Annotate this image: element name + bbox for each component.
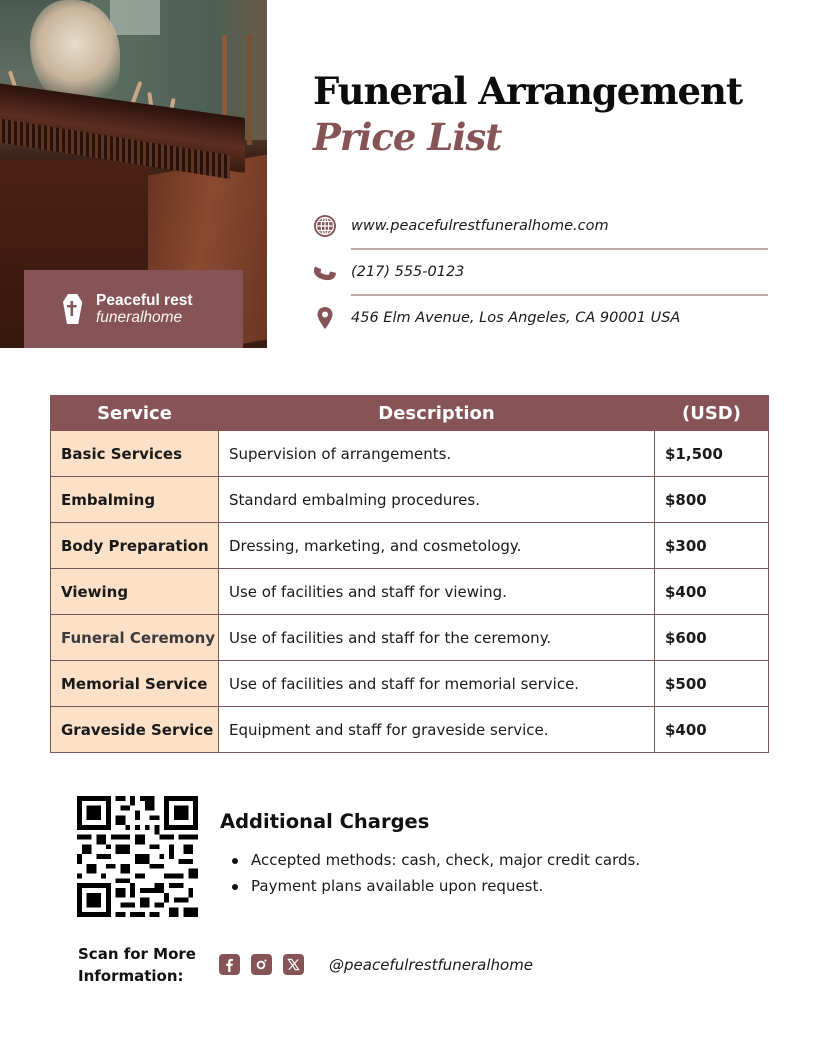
x-twitter-icon[interactable] xyxy=(283,954,304,975)
contact-info xyxy=(312,204,768,340)
service-cell: Body Preparation xyxy=(51,523,219,569)
table-row xyxy=(51,523,769,569)
description-cell: Equipment and staff for graveside service. xyxy=(219,707,655,753)
service-cell: Memorial Service xyxy=(51,661,219,707)
header-price: (USD) xyxy=(655,396,769,431)
phone-text: (217) 555-0123 xyxy=(351,264,465,280)
description-cell: Use of facilities and staff for viewing. xyxy=(219,569,655,615)
additional-charges-list xyxy=(220,847,640,899)
service-cell: Funeral Ceremony xyxy=(51,615,219,661)
coffin-cross-icon xyxy=(62,293,84,325)
title-line-2: Price List xyxy=(313,115,502,159)
globe-icon xyxy=(312,213,338,239)
service-cell: Viewing xyxy=(51,569,219,615)
service-cell: Graveside Service xyxy=(51,707,219,753)
phone-icon xyxy=(312,259,338,285)
brand-logo xyxy=(24,270,243,348)
description-cell: Use of facilities and staff for memorial service. xyxy=(219,661,655,707)
price-cell: $300 xyxy=(655,523,769,569)
price-cell: $1,500 xyxy=(655,431,769,477)
address-text: 456 Elm Avenue, Los Angeles, CA 90001 USA xyxy=(351,310,681,326)
description-cell: Use of facilities and staff for the ceremony. xyxy=(219,615,655,661)
service-cell: Embalming xyxy=(51,477,219,523)
description-cell: Supervision of arrangements. xyxy=(219,431,655,477)
website-text: www.peacefulrestfuneralhome.com xyxy=(351,218,609,234)
description-cell: Standard embalming procedures. xyxy=(219,477,655,523)
social-links xyxy=(219,954,533,975)
price-cell: $400 xyxy=(655,569,769,615)
additional-charges-title: Additional Charges xyxy=(220,810,430,833)
contact-website[interactable] xyxy=(312,204,768,248)
title-line-1: Funeral Arrangement xyxy=(313,69,743,113)
price-cell: $500 xyxy=(655,661,769,707)
additional-charges xyxy=(220,810,640,899)
price-table xyxy=(50,395,769,753)
contact-phone[interactable] xyxy=(312,250,768,294)
header-service: Service xyxy=(51,396,219,431)
price-cell: $600 xyxy=(655,615,769,661)
description-cell: Dressing, marketing, and cosmetology. xyxy=(219,523,655,569)
table-header-row xyxy=(51,396,769,431)
price-cell: $800 xyxy=(655,477,769,523)
brand-subname: funeralhome xyxy=(96,309,183,326)
location-pin-icon xyxy=(312,305,338,331)
facebook-icon[interactable] xyxy=(219,954,240,975)
list-item: Accepted methods: cash, check, major credit cards. xyxy=(220,847,640,873)
table-row xyxy=(51,569,769,615)
list-item: Payment plans available upon request. xyxy=(220,873,640,899)
table-row xyxy=(51,477,769,523)
table-row xyxy=(51,707,769,753)
service-cell: Basic Services xyxy=(51,431,219,477)
header-description: Description xyxy=(219,396,655,431)
qr-code[interactable] xyxy=(77,796,198,917)
table-row xyxy=(51,661,769,707)
table-row xyxy=(51,615,769,661)
page-title xyxy=(313,68,742,160)
qr-caption: Scan for More Information: xyxy=(78,945,196,985)
price-cell: $400 xyxy=(655,707,769,753)
table-row xyxy=(51,431,769,477)
social-handle[interactable]: @peacefulrestfuneralhome xyxy=(329,955,534,974)
contact-address[interactable] xyxy=(312,296,768,340)
instagram-icon[interactable] xyxy=(251,954,272,975)
brand-name: Peaceful rest xyxy=(96,292,193,309)
